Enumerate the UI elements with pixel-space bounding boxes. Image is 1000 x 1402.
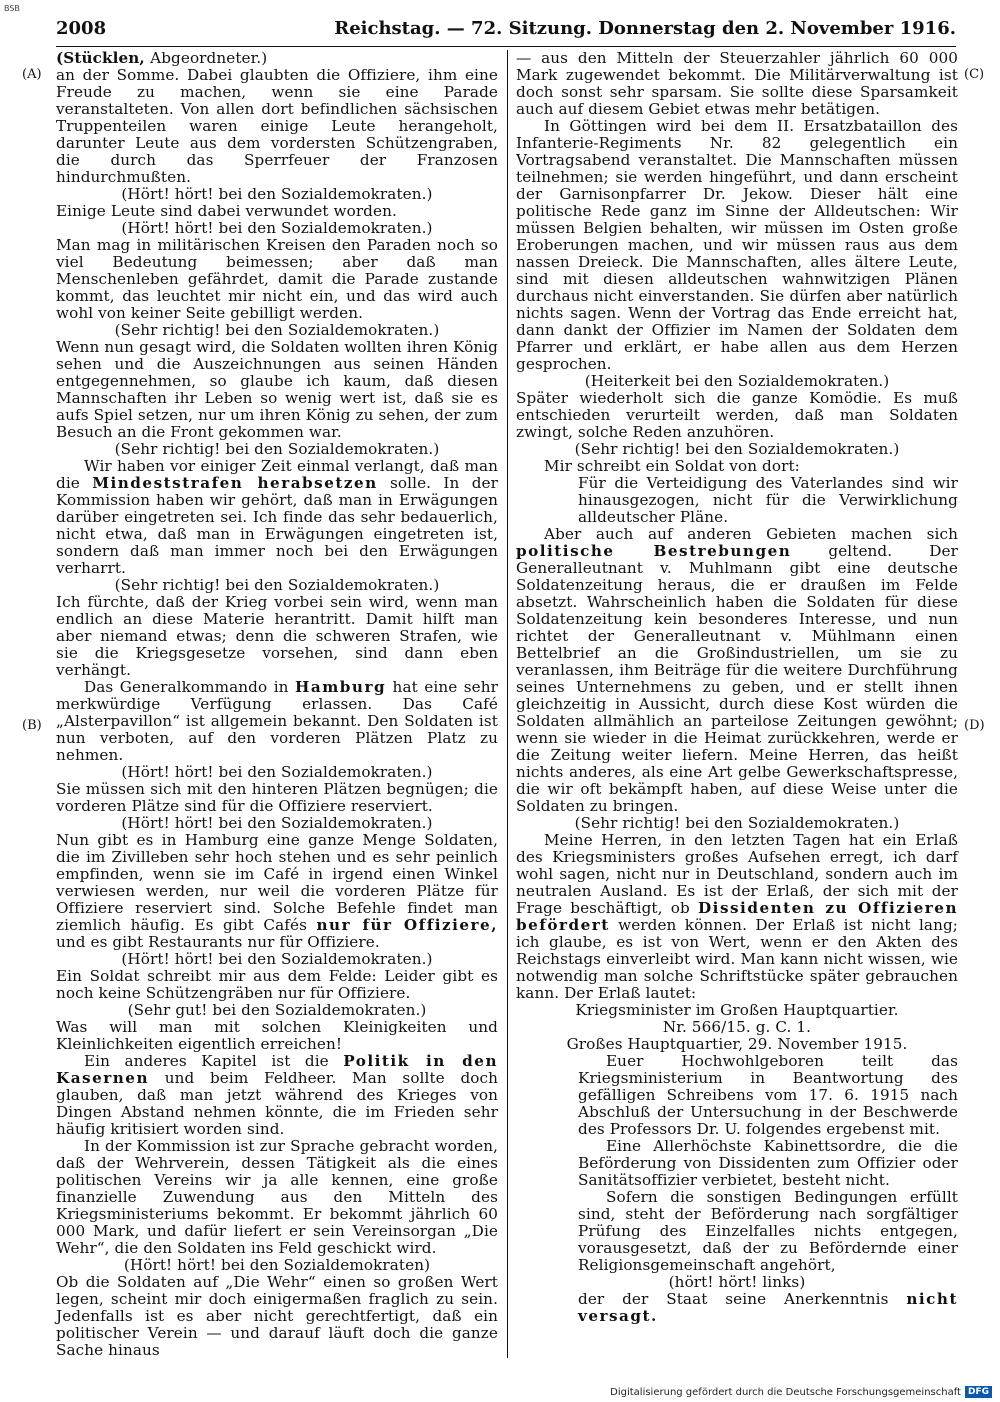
text-run: Wir haben vor einiger Zeit einmal verlangt, daß man die (56, 457, 498, 492)
emphasized-text: nicht versagt. (578, 1290, 958, 1325)
paragraph: Sie müssen sich mit den hinteren Plätzen begnügen; die vorderen Plätze sind für die Offiziere reserviert. (56, 780, 498, 815)
paragraph: Euer Hochwohlgeboren teilt das Kriegsministerium in Beantwortung des gefälligen Schreibens vom 17. 6. 1915 nach Abschluß der Untersuchung in der Beschwerde des Professors Dr. U. folgendes ergebenst mit. (578, 1052, 958, 1138)
paragraph: Sofern die sonstigen Bedingungen erfüllt sind, steht der Beförderung nach sorgfältiger Prüfung des Einzelfalles nichts entgegen, vorausgesetzt, daß der zu Befördernde einer Religionsgemeinschaft angehört, (578, 1188, 958, 1274)
interjection: (Sehr richtig! bei den Sozialdemokraten.) (114, 576, 440, 594)
paragraph (56, 458, 498, 577)
text-run: und es gibt Restaurants nur für Offiziere. (56, 933, 380, 951)
emphasized-text: (Stücklen, (56, 49, 151, 67)
interjection: (Heiterkeit bei den Sozialdemokraten.) (584, 372, 890, 390)
left-column (56, 50, 498, 1359)
interjection: (hört! hört! links) (668, 1273, 806, 1291)
interjection: (Sehr richtig! bei den Sozialdemokraten.) (574, 440, 900, 458)
paragraph (56, 1053, 498, 1138)
paragraph: Für die Verteidigung des Vaterlandes sind wir hinausgezogen, nicht für die Verwirklichung alldeutscher Pläne. (578, 474, 958, 526)
emphasized-text: nur für Offiziere, (316, 916, 499, 934)
text-run: Das Generalkommando in (84, 678, 296, 696)
dfg-logo: DFG (965, 1386, 992, 1398)
interjection: (Hört! hört! bei den Sozialdemokraten) (123, 1256, 431, 1274)
emphasized-text: politische Bestrebungen (516, 542, 792, 560)
text-run: und beim Feldheer. Man sollte doch glauben, daß man jetzt während des Krieges von Dingen Abstand nehmen könnte, die im Frieden sehr häufig kritisiert worden sind. (56, 1069, 498, 1138)
interjection: Nr. 566/15. g. C. 1. (662, 1018, 812, 1036)
paragraph: Ich fürchte, daß der Krieg vorbei sein wird, wenn man endlich an diese Materie herantritt. Damit hilft man aber niemand etwas; denn die schweren Strafen, wie sie die Kriegsgesetze vorsehen, sind dann eben verhängt. (56, 593, 498, 679)
text-run: werden können. Der Erlaß ist nicht lang; ich glaube, es ist von Wert, wenn er den Akten des Reichstags einverleibt wird. Man kann nicht wissen, wie notwendig man solche Schriftstücke später gebrauchen kann. Der Erlaß lautet: (516, 916, 958, 1002)
emphasized-text: Mindeststrafen herabsetzen (92, 474, 378, 492)
paragraph (516, 832, 958, 1002)
page-footer (610, 1386, 992, 1398)
text-run: solle. In der Kommission haben wir gehört, daß man in Erwägungen darüber eingetreten sei. Ich finde das sehr bedauerlich, nicht etwa, daß man in Erwägungen eingetreten ist, sondern daß man immer noch bei den Erwägungen verharrt. (56, 474, 498, 577)
header-rule (56, 46, 956, 47)
text-run: geltend. Der Generalleutnant v. Muhlmann gibt eine deutsche Soldatenzeitung heraus, die er draußen im Felde absetzt. Wahrscheinlich haben die Soldaten für diese Soldatenzeitung kein besonderes Interesse, und nun richtet der Generalleutnant v. Mühlmann einen Bettelbrief an die Großindustriellen, um sie zu veranlassen, ihm Beiträge für die weitere Durchführung seines Unternehmens zu geben, und er stellt ihnen gleichzeitig in Aussicht, durch diese Kost würden die Soldaten allmählich an parteilose Zeitungen gewöhnt; wenn sie wieder in die Heimat zurückkehren, werde er die Zeitung weiter liefern. Meine Herren, das heißt nichts anderes, als eine Art gelbe Gewerkschaftspresse, die wir oft bekämpft haben, auf diese Weise unter die Soldaten zu bringen. (516, 542, 958, 815)
paragraph: — aus den Mitteln der Steuerzahler jährlich 60 000 Mark zugewendet bekommt. Die Militärverwaltung ist doch sonst sehr sparsam. Sie sollte diese Sparsamkeit auch auf diesem Gebiet etwas mehr betätigen. (516, 49, 958, 118)
text-run: Aber auch auf anderen Gebieten machen sich (544, 525, 958, 543)
paragraph (56, 679, 498, 764)
margin-marker-c: (C) (964, 67, 985, 82)
interjection: (Hört! hört! bei den Sozialdemokraten.) (121, 814, 433, 832)
interjection: (Sehr richtig! bei den Sozialdemokraten.) (574, 814, 900, 832)
paragraph (516, 1291, 958, 1325)
interjection: (Sehr gut! bei den Sozialdemokraten.) (127, 1001, 427, 1019)
column-divider (507, 50, 508, 1358)
paragraph: In der Kommission ist zur Sprache gebracht worden, daß der Wehrverein, dessen Tätigkeit als die eines politischen Vereins wir ja alle kennen, eine große finanzielle Zuwendung aus den Mitteln des Kriegsministeriums bekommt. Er bekommt jährlich 60 000 Mark, und dafür liefert er sein Vereinsorgan „Die Wehr“, die den Soldaten ins Feld geschickt wird. (56, 1137, 498, 1257)
right-column (516, 50, 958, 1325)
interjection: (Sehr richtig! bei den Sozialdemokraten.) (114, 440, 440, 458)
emphasized-text: Dissidenten zu Offizieren befördert (516, 899, 958, 934)
text-run: Abgeordneter.) (150, 49, 268, 67)
margin-marker-b: (B) (22, 718, 42, 733)
text-run: Ein anderes Kapitel ist die (84, 1052, 344, 1070)
paragraph: Wenn nun gesagt wird, die Soldaten wollten ihren König sehen und die Auszeichnungen aus seinen Händen entgegennehmen, so glaube ich kaum, daß diesen Mannschaften ihr Leben so wenig wert ist, daß sie es aufs Spiel setzen, nur um ihren König zu sehen, der zum Besuch an die Front gekommen war. (56, 338, 498, 441)
library-mark: BSB (4, 4, 20, 13)
page-header (56, 18, 956, 42)
paragraph: In Göttingen wird bei dem II. Ersatzbataillon des Infanterie-Regiments Nr. 82 gelegentlich ein Vortragsabend veranstaltet. Die Mannschaften müssen teilnehmen; sie werden hingeführt, und dann erscheint der Garnisonpfarrer Dr. Jekow. Dieser hält eine politische Rede ganz im Sinne der Alldeutschen: Wir müssen Belgien behalten, wir müssen im Osten große Eroberungen machen, und wir müssen raus aus dem nassen Dreieck. Die Mannschaften, alles ältere Leute, sind mit diesen alldeutschen wahnwitzigen Plänen durchaus nicht einverstanden. Sie dürfen aber natürlich nichts sagen. Wenn der Vortrag das Ende erreicht hat, dann dankt der Offizier im Namen der Soldaten dem Pfarrer und erklärt, er habe allen aus dem Herzen gesprochen. (516, 117, 958, 373)
interjection: Großes Hauptquartier, 29. November 1915. (566, 1035, 908, 1053)
interjection: (Sehr richtig! bei den Sozialdemokraten.) (114, 321, 440, 339)
emphasized-text: Hamburg (295, 678, 387, 696)
interjection: (Hört! hört! bei den Sozialdemokraten.) (121, 185, 433, 203)
text-run: hat eine sehr merkwürdige Verfügung erlassen. Das Café „Alsterpavillon“ ist allgemein bekannt. Den Soldaten ist nun verboten, auf den vorderen Plätzen Platz zu nehmen. (56, 678, 498, 764)
interjection: Kriegsminister im Großen Hauptquartier. (575, 1001, 899, 1019)
paragraph: Was will man mit solchen Kleinigkeiten und Kleinlichkeiten eigentlich erreichen! (56, 1018, 498, 1053)
paragraph: Ein Soldat schreibt mir aus dem Felde: Leider gibt es noch keine Schützengräben nur für Offiziere. (56, 967, 498, 1002)
paragraph (516, 526, 958, 815)
paragraph (56, 832, 498, 951)
interjection: (Hört! hört! bei den Sozialdemokraten.) (121, 950, 433, 968)
running-title: Reichstag. — 72. Sitzung. Donnerstag den 2. November 1916. (334, 18, 956, 39)
paragraph: an der Somme. Dabei glaubten die Offiziere, ihm eine Freude zu machen, wenn sie eine Parade veranstalteten. Von allen dort befindlichen sächsischen Truppenteilen waren einige Leute herangeholt, darunter Leute aus dem vordersten Schützengraben, die durch das Sperrfeuer der Franzosen hindurchmußten. (56, 66, 498, 186)
margin-marker-a: (A) (22, 67, 42, 82)
emphasized-text: Politik in den Kasernen (56, 1052, 498, 1087)
paragraph: Später wiederholt sich die ganze Komödie. Es muß entschieden verurteilt werden, daß man Soldaten zwingt, solche Reden anzuhören. (516, 389, 958, 441)
text-run: der der Staat seine Anerkenntnis (578, 1290, 907, 1308)
interjection: (Hört! hört! bei den Sozialdemokraten.) (121, 763, 433, 781)
paragraph: Man mag in militärischen Kreisen den Paraden noch so viel Bedeutung beimessen; aber daß man Menschenleben gefährdet, damit die Parade zustande kommt, das leuchtet mir nicht ein, und das wird auch wohl von keiner Seite gebilligt werden. (56, 236, 498, 322)
page-number: 2008 (56, 18, 107, 39)
margin-marker-d: (D) (964, 718, 985, 733)
paragraph: Mir schreibt ein Soldat von dort: (544, 457, 800, 475)
text-run: Nun gibt es in Hamburg eine ganze Menge Soldaten, die im Zivilleben sehr hoch stehen und es sehr peinlich empfinden, wenn sie im Café in irgend einen Winkel verwiesen werden, nur weil die vorderen Plätze für Offiziere reserviert sind. Solche Befehle findet man ziemlich häufig. Es gibt Cafés (56, 831, 498, 934)
paragraph: Eine Allerhöchste Kabinettsordre, die die Beförderung von Dissidenten zum Offizier oder Sanitätsoffizier verbietet, besteht nicht. (578, 1137, 958, 1189)
paragraph: Einige Leute sind dabei verwundet worden. (56, 202, 397, 220)
paragraph (56, 50, 498, 67)
paragraph: Ob die Soldaten auf „Die Wehr“ einen so großen Wert legen, scheint mir doch einigermaßen fraglich zu sein. Jedenfalls ist es aber nicht gerechtfertigt, daß ein politischer Verein — und darauf läuft doch die ganze Sache hinaus (56, 1273, 498, 1359)
interjection: (Hört! hört! bei den Sozialdemokraten.) (121, 219, 433, 237)
digitization-credit: Digitalisierung gefördert durch die Deutsche Forschungsgemeinschaft (610, 1386, 961, 1398)
text-run: Meine Herren, in den letzten Tagen hat ein Erlaß des Kriegsministers großes Aufsehen erregt, ich darf wohl sagen, nicht nur in Deutschland, sondern auch im neutralen Ausland. Es ist der Erlaß, der sich mit der Frage beschäftigt, ob (516, 831, 958, 917)
